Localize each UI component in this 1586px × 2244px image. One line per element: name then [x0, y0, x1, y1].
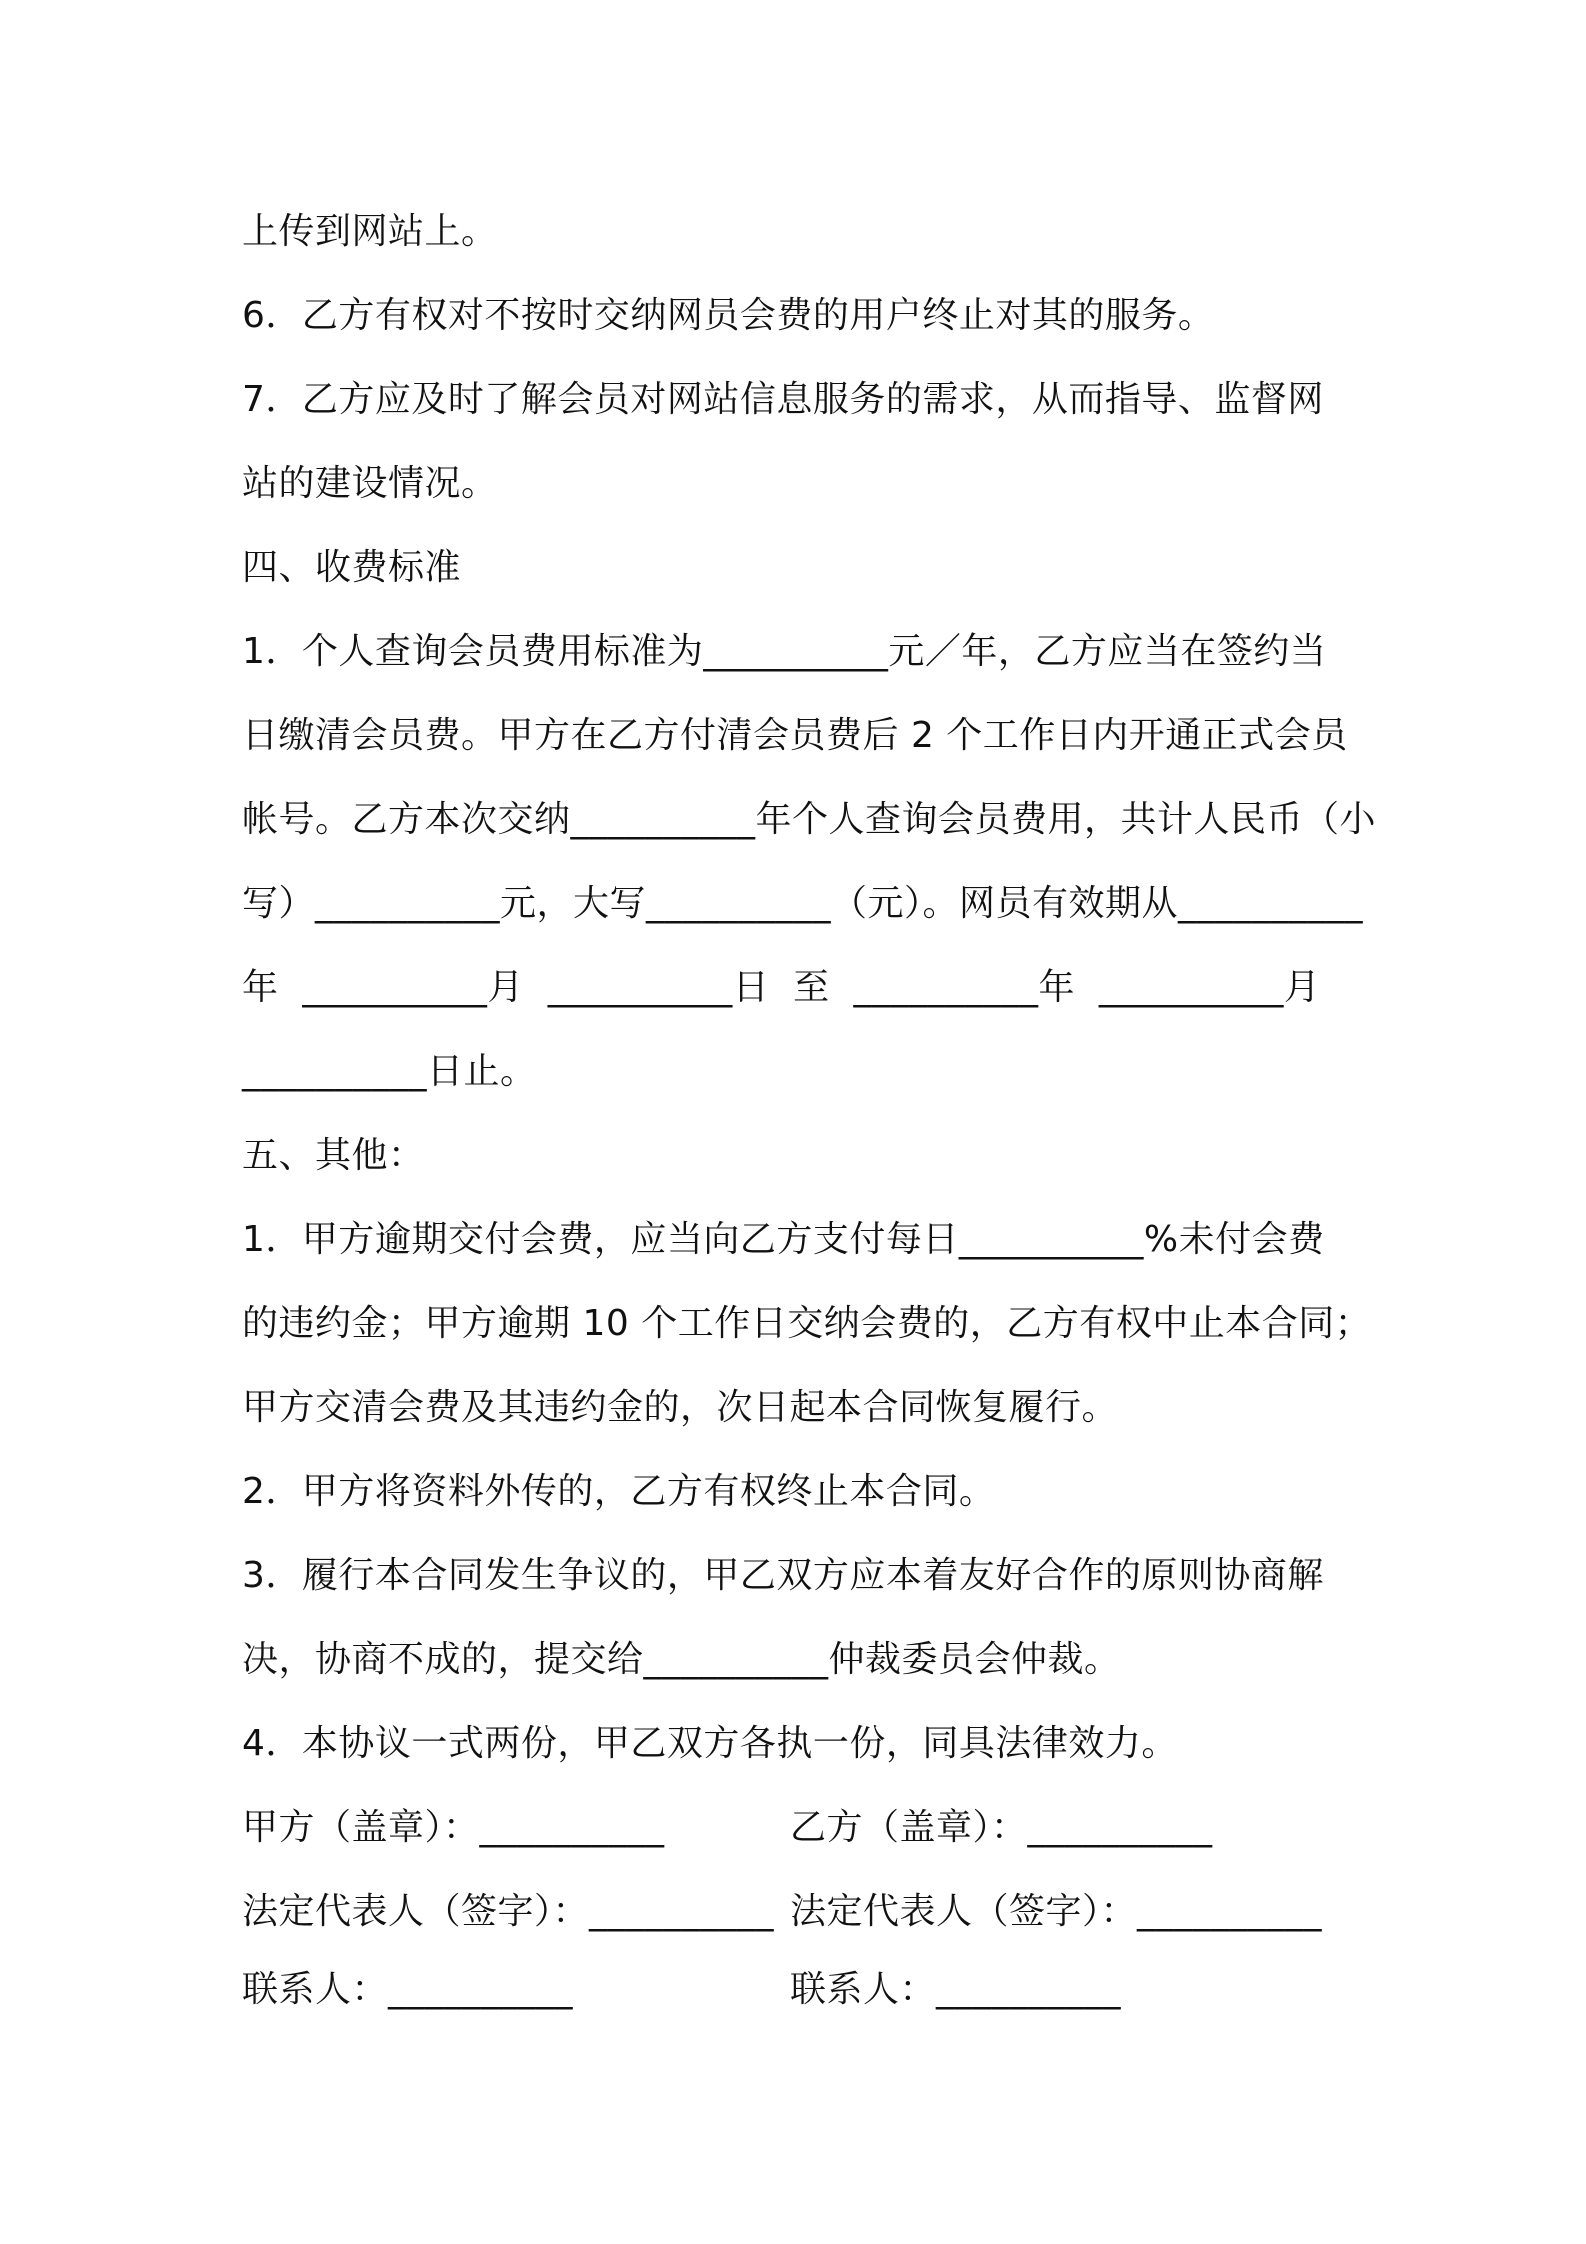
section-heading-other: 五、其他： — [242, 1135, 425, 1176]
paragraph-line-9: 写）__________元，大写__________（元）。网员有效期从__________ — [242, 883, 1364, 924]
paragraph-line-17: 3．履行本合同发生争议的，甲乙双方应本着友好合作的原则协商解 — [242, 1555, 1324, 1596]
paragraph-line-13: 1．甲方逾期交付会费，应当向乙方支付每日__________%未付会费 — [242, 1219, 1325, 1260]
paragraph-line-19: 4．本协议一式两份，甲乙双方各执一份，同具法律效力。 — [242, 1723, 1178, 1764]
party-b-representative-field: 法定代表人（签字）：__________ — [790, 1891, 1323, 1932]
paragraph-line-2: 6．乙方有权对不按时交纳网员会费的用户终止对其的服务。 — [242, 295, 1215, 336]
paragraph-line-11: __________日止。 — [242, 1051, 537, 1092]
paragraph-line-10: 年 __________月 __________日 至 __________年 __________月 — [242, 967, 1321, 1008]
paragraph-line-3: 7．乙方应及时了解会员对网站信息服务的需求，从而指导、监督网 — [242, 379, 1324, 420]
paragraph-line-6: 1．个人查询会员费用标准为__________元／年，乙方应当在签约当 — [242, 631, 1327, 672]
party-b-seal-field: 乙方（盖章）：__________ — [790, 1807, 1213, 1848]
party-a-representative-field: 法定代表人（签字）：__________ — [242, 1891, 775, 1932]
paragraph-line-7: 日缴清会员费。甲方在乙方付清会员费后 2 个工作日内开通正式会员 — [242, 715, 1348, 756]
paragraph-line-15: 甲方交清会费及其违约金的，次日起本合同恢复履行。 — [242, 1387, 1119, 1428]
paragraph-line-14: 的违约金；甲方逾期 10 个工作日交纳会费的，乙方有权中止本合同； — [242, 1303, 1372, 1344]
party-b-contact-field: 联系人：__________ — [790, 1969, 1122, 2010]
party-a-contact-field: 联系人：__________ — [242, 1969, 574, 2010]
paragraph-line-4: 站的建设情况。 — [242, 463, 498, 504]
paragraph-line-18: 决，协商不成的，提交给__________仲裁委员会仲裁。 — [242, 1639, 1121, 1680]
paragraph-line-16: 2．甲方将资料外传的，乙方有权终止本合同。 — [242, 1471, 996, 1512]
section-heading-fee: 四、收费标准 — [242, 547, 462, 588]
paragraph-line-8: 帐号。乙方本次交纳__________年个人查询会员费用，共计人民币（小 — [242, 799, 1377, 840]
party-a-seal-field: 甲方（盖章）：__________ — [242, 1807, 665, 1848]
paragraph-line-1: 上传到网站上。 — [242, 211, 498, 252]
